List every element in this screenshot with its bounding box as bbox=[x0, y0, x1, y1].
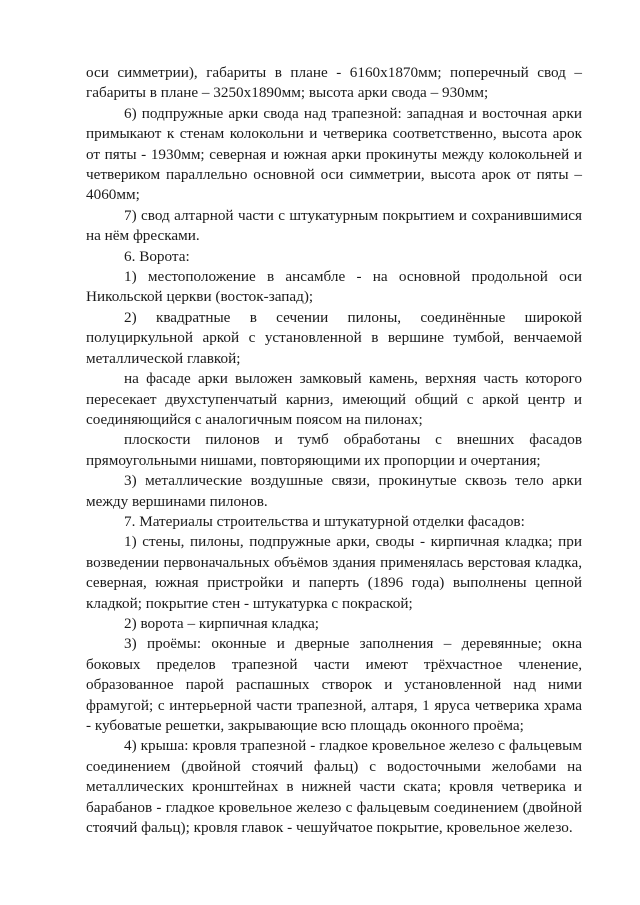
paragraph: 2) ворота – кирпичная кладка; bbox=[124, 614, 320, 632]
paragraph: оси симметрии), габариты в плане - 6160х1870мм; поперечный свод – габариты в плане – 3250х1890мм; высота арки свода – 930мм; bbox=[86, 64, 582, 102]
paragraph: на фасаде арки выложен замковый камень, верхняя часть которого пересекает двухступенчатый карниз, имеющий общий с аркой центр и соединяющийся с аналогичным поясом на пилонах; bbox=[86, 370, 582, 428]
paragraph: 1) стены, пилоны, подпружные арки, своды - кирпичная кладка; при возведении первоначальных объёмов здания применялась верстовая кладка, северная, южная пристройки и паперть (1896 года) выполнены цепной кладкой; покрытие стен - штукатурка с покраской; bbox=[86, 533, 582, 612]
paragraph: 3) металлические воздушные связи, прокинутые сквозь тело арки между вершинами пилонов. bbox=[86, 472, 582, 510]
section-heading: 6. Ворота: bbox=[124, 247, 190, 265]
section-heading: 7. Материалы строительства и штукатурной отделки фасадов: bbox=[124, 512, 525, 530]
paragraph: 2) квадратные в сечении пилоны, соединённые широкой полуциркульной аркой с установленной в вершине тумбой, венчаемой металлической главкой; bbox=[86, 308, 582, 367]
paragraph: плоскости пилонов и тумб обработаны с внешних фасадов прямоугольными нишами, повторяющими их пропорции и очертания; bbox=[86, 431, 582, 469]
paragraph: 3) проёмы: оконные и дверные заполнения – деревянные; окна боковых пределов трапезной части имеют трёхчастное членение, образованное парой распашных створок и установленной над ними фрамугой; с интерьерной части трапезной, алтаря, 1 яруса четверика храма - кубоватые решетки, закрывающие всю площадь оконного проёма; bbox=[86, 635, 582, 734]
document-body bbox=[86, 63, 582, 838]
paragraph: 7) свод алтарной части с штукатурным покрытием и сохранившимися на нём фресками. bbox=[86, 206, 582, 245]
paragraph: 4) крыша: кровля трапезной - гладкое кровельное железо с фальцевым соединением (двойной стоячий фальц) с водосточными желобами на металлических кронштейнах в нижней части ската; кровля четверика и барабанов - гладкое кровельное железо с фальцевым соединением (двойной стоячий фальц); кровля главок - чешуйчатое покрытие, кровельное железо. bbox=[86, 737, 582, 837]
paragraph: 6) подпружные арки свода над трапезной: западная и восточная арки примыкают к стенам колокольни и четверика соответственно, высота арок от пяты - 1930мм; северная и южная арки прокинуты между колокольней и четвериком параллельно основной оси симметрии, высота арок от пяты – 4060мм; bbox=[86, 104, 582, 204]
paragraph: 1) местоположение в ансамбле - на основной продольной оси Никольской церкви (восток-запад); bbox=[86, 268, 582, 306]
